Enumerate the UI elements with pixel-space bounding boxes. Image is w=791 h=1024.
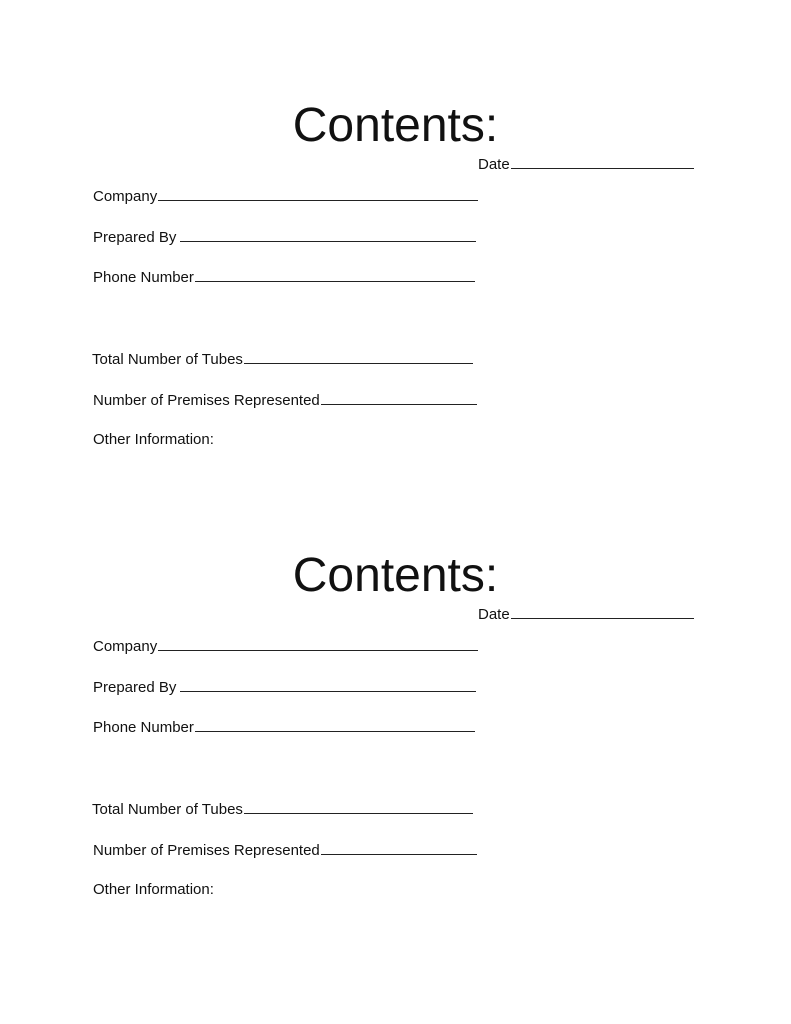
company-label: Company: [93, 188, 158, 205]
total-tubes-label: Total Number of Tubes: [92, 801, 243, 818]
date-field: [478, 154, 694, 175]
form-title: Contents:: [292, 99, 499, 152]
premises-label: Number of Premises Represented: [93, 392, 320, 409]
phone-number-label: Phone Number: [93, 269, 194, 286]
total-tubes-blank[interactable]: [244, 799, 473, 814]
prepared-by-field: [93, 677, 476, 698]
total-tubes-blank[interactable]: [244, 349, 473, 364]
other-information-field: [93, 430, 214, 450]
phone-number-field: [93, 267, 475, 288]
form-title: Contents:: [292, 549, 499, 602]
contents-form-bottom: [0, 450, 791, 898]
premises-blank[interactable]: [321, 390, 477, 405]
other-information-label: Other Information:: [93, 881, 214, 898]
contents-form-top: [0, 0, 791, 448]
prepared-by-field: [93, 227, 476, 248]
other-information-label: Other Information:: [93, 431, 214, 448]
phone-number-field: [93, 717, 475, 738]
date-label: Date: [478, 156, 510, 173]
date-label: Date: [478, 606, 510, 623]
other-information-field: [93, 880, 214, 900]
phone-number-blank[interactable]: [195, 267, 475, 282]
phone-number-blank[interactable]: [195, 717, 475, 732]
company-label: Company: [93, 638, 158, 655]
prepared-by-label: Prepared By: [93, 229, 177, 246]
date-blank[interactable]: [511, 154, 694, 169]
prepared-by-blank[interactable]: [180, 227, 476, 242]
company-blank[interactable]: [158, 636, 478, 651]
company-blank[interactable]: [158, 186, 478, 201]
prepared-by-label: Prepared By: [93, 679, 177, 696]
date-blank[interactable]: [511, 604, 694, 619]
total-tubes-field: [92, 349, 473, 370]
prepared-by-blank[interactable]: [180, 677, 476, 692]
company-field: [93, 186, 478, 207]
total-tubes-label: Total Number of Tubes: [92, 351, 243, 368]
date-field: [478, 604, 694, 625]
company-field: [93, 636, 478, 657]
total-tubes-field: [92, 799, 473, 820]
premises-label: Number of Premises Represented: [93, 842, 320, 859]
phone-number-label: Phone Number: [93, 719, 194, 736]
premises-field: [93, 840, 477, 861]
premises-field: [93, 390, 477, 411]
premises-blank[interactable]: [321, 840, 477, 855]
